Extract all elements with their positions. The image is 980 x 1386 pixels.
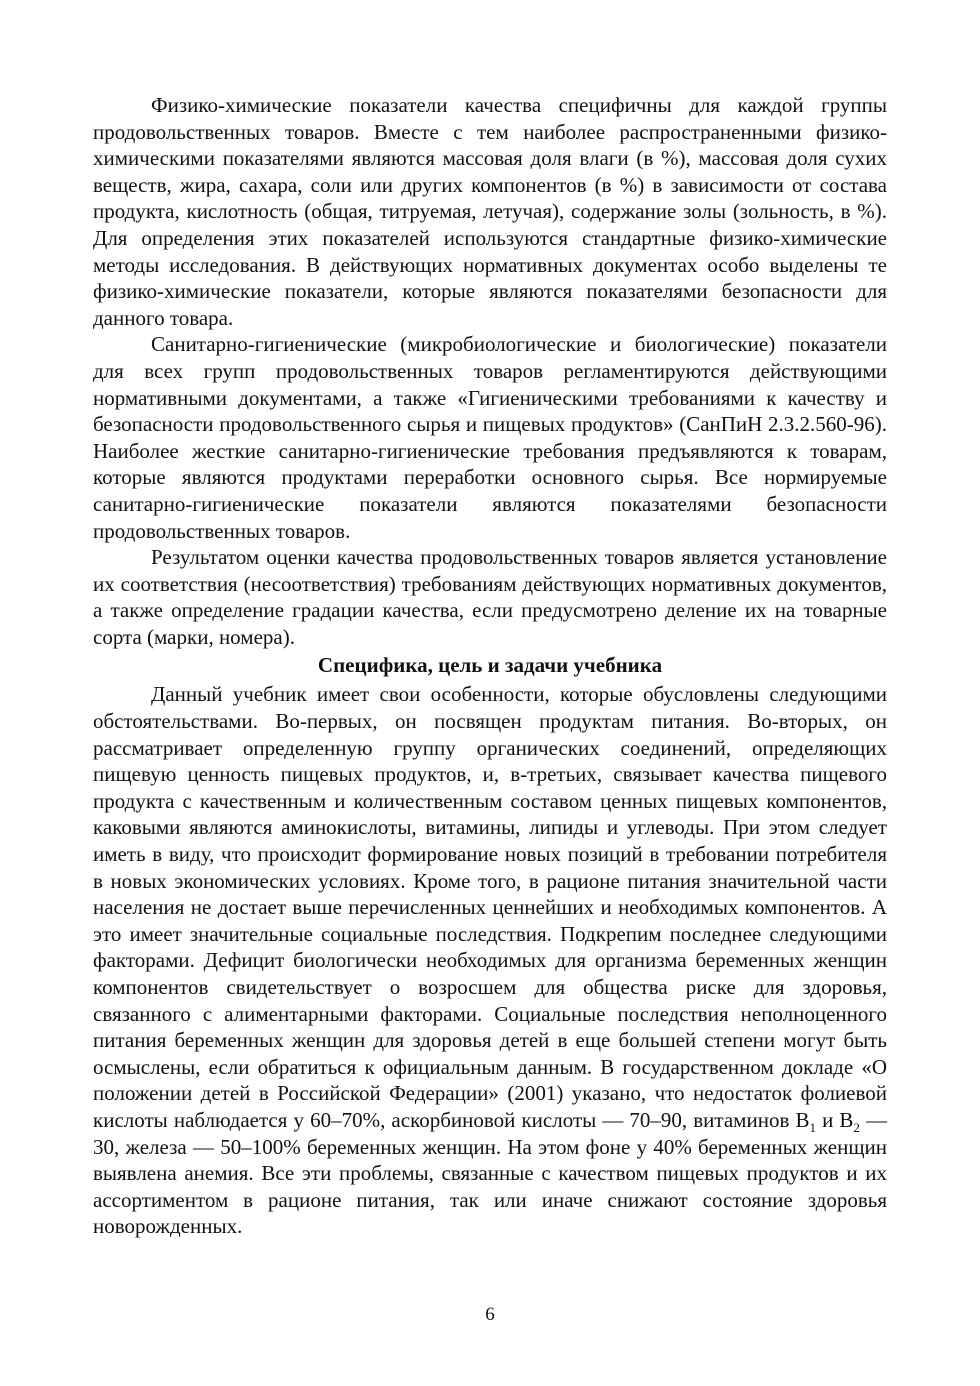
- subscript-b1: 1: [809, 1120, 816, 1136]
- section-heading: Специфика, цель и задачи учебника: [317, 653, 663, 678]
- paragraph-text-part1: Данный учебник имеет свои особенности, которые обусловлены следующими обстоятельствами. Во-первых, он посвящен продуктам питания. Во-вторых, он рассматривает определенную группу органических соединений, определяющих пищевую ценность пищевых продуктов, и, в-третьих, связывает качества пищевого продукта с качественным и количественным составом ценных пищевых компонентов, каковыми являются аминокислоты, витамины, липиды и углеводы. При этом следует иметь в виду, что происходит формирование новых позиций в требовании потребителя в новых экономических условиях. Кроме того, в рационе питания значительной части населения не достает выше перечисленных ценнейших и необходимых компонентов. А это имеет значительные социальные последствия. Подкрепим последнее следующими факторами. Дефицит биологически необходимых для организма беременных женщин компонентов свидетельствует о возросшем для общества риске для здоровья, связанного с алиментарными факторами. Социальные последствия неполноценного питания беременных женщин для здоровья детей в еще большей степени могут быть осмыслены, если обратиться к официальным данным. В государственном докладе «О положении детей в Российской Федерации» (2001) указано, что недостаток фолиевой кислоты наблюдается у 60–70%, аскорбиновой кислоты — 70–90, витаминов B: [93, 682, 887, 1132]
- subscript-b2: 2: [853, 1120, 860, 1136]
- paragraph-quality-assessment: Результатом оценки качества продовольственных товаров является установление их соответствия (несоответствия) требованиям действующих нормативных документов, а также определение градации качества, если предусмотрено деление их на товарные сорта (марки, номера).: [93, 545, 887, 649]
- paragraph-textbook-specifics: [93, 681, 887, 1239]
- paragraph-physico-chemical: Физико-химические показатели качества специфичны для каждой группы продовольственных товаров. Вместе с тем наиболее распространенными физико-химическими показателями являются массовая доля влаги (в %), массовая доля сухих веществ, жира, сахара, соли или других компонентов (в %) в зависимости от состава продукта, кислотность (общая, титруемая, летучая), содержание золы (зольность, в %). Для определения этих показателей используются стандартные физико-химические методы исследования. В действующих нормативных документах особо выделены те физико-химические показатели, которые являются показателями безопасности для данного товара.: [93, 93, 887, 330]
- paragraph-text-part3: — 30, железа — 50–100% беременных женщин. На этом фоне у 40% беременных женщин выявлена анемия. Все эти проблемы, связанные с качеством пищевых продуктов и их ассортиментом в рационе питания, так или иначе снижают состояние здоровья новорожденных.: [93, 1107, 888, 1239]
- paragraph-text-part2: и B: [815, 1107, 854, 1132]
- page-number: 6: [485, 1304, 495, 1325]
- document-page: [93, 92, 887, 1240]
- paragraph-sanitary-hygienic: Санитарно-гигиенические (микробиологические и биологические) показатели для всех групп продовольственных товаров регламентируются действующими нормативными документами, а также «Гигиеническими требованиями к качеству и безопасности продовольственного сырья и пищевых продуктов» (СанПиН 2.3.2.560-96). Наиболее жесткие санитарно-гигиенические требования предъявляются к товарам, которые являются продуктами переработки основного сырья. Все нормируемые санитарно-гигиенические показатели являются показателями безопасности продовольственных товаров.: [93, 332, 887, 543]
